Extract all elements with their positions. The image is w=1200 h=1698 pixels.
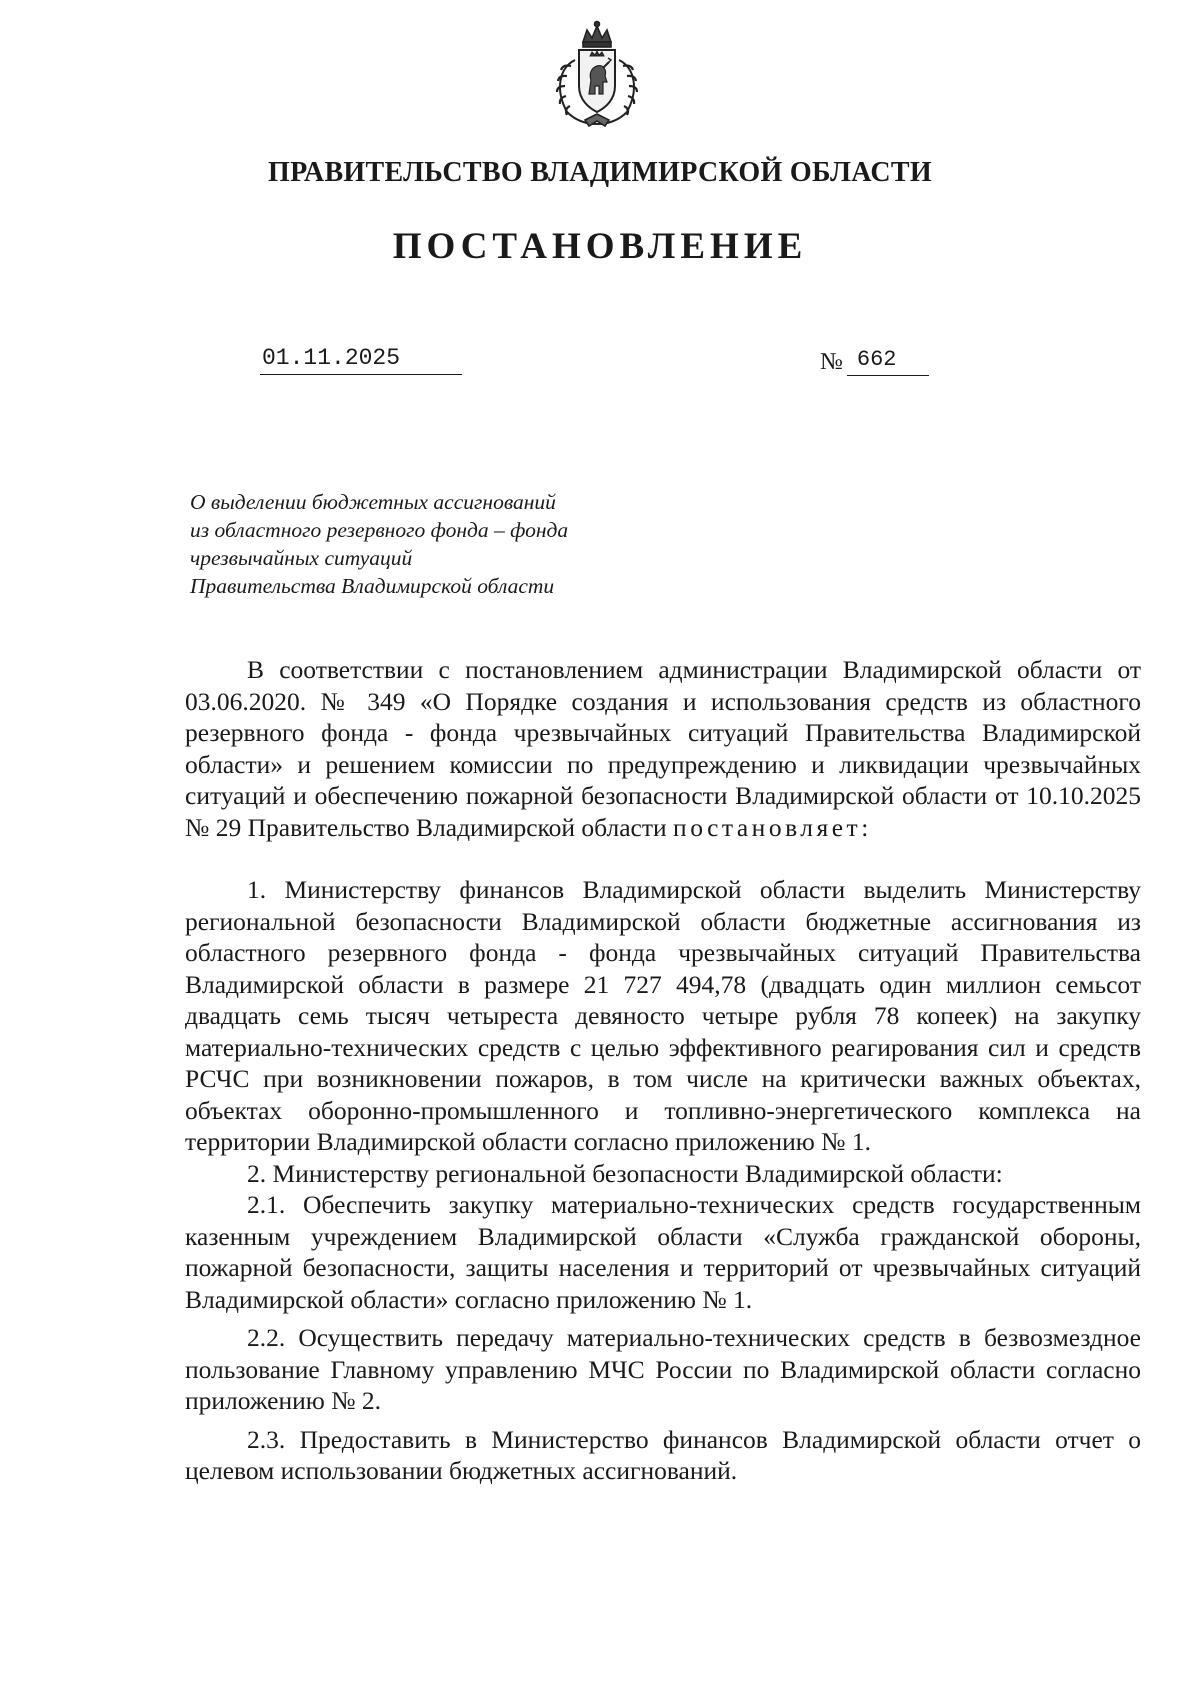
paragraph-1: 1. Министерству финансов Владимирской области выделить Министерству региональной безопасности Владимирской области бюджетные ассигнования из областного резервного фонда - фонда чрезвычайных ситуаций Правительства Владимирской области в размере 21 727 494,78 (двадцать один миллион семьсот двадцать семь тысяч четыреста девяносто четыре рубля 78 копеек) на закупку материально-технических средств с целью эффективного реагирования сил и средств РСЧС при возникновении пожаров, в том числе на критически важных объектах, объектах оборонно-промышленного и топливно-энергетического комплекса на территории Владимирской области согласно приложению № 1.	[185, 875, 1141, 1156]
paragraph-2-2: 2.2. Осуществить передачу материально-технических средств в безвозмездное пользование Главному управлению МЧС России по Владимирской области согласно приложению № 2.	[185, 1323, 1141, 1415]
document-type-title: ПОСТАНОВЛЕНИЕ	[392, 226, 808, 267]
preamble-colon: :	[861, 812, 869, 842]
preamble-paragraph	[185, 654, 1141, 843]
preamble-verb: постановляет	[673, 812, 862, 842]
subject-line: Правительства Владимирской области	[190, 574, 555, 598]
preamble-text: В соответствии с постановлением администрации Владимирской области от 03.06.2020. № 349 «О Порядке создания и использования средств из областного резервного фонда - фонда чрезвычайных ситуаций Правительства Владимирской области» и решением комиссии по предупреждению и ликвидации чрезвычайных ситуаций и обеспечению пожарной безопасности Владимирской области от 10.10.2025 № 29 Правительство Владимирской	[185, 655, 1141, 842]
subject-line: О выделении бюджетных ассигнований	[190, 490, 556, 514]
government-title: ПРАВИТЕЛЬСТВО ВЛАДИМИРСКОЙ ОБЛАСТИ	[268, 157, 932, 188]
number-sign: №	[820, 349, 843, 375]
paragraph-2: 2. Министерству региональной безопасности Владимирской области:	[247, 1158, 1003, 1188]
preamble-end: области	[581, 812, 667, 842]
document-number-block	[820, 345, 929, 376]
document-number: 662	[847, 347, 929, 376]
vladimir-region-coat-of-arms-icon	[545, 20, 649, 128]
paragraph-2-1: 2.1. Обеспечить закупку материально-технических средств государственным казенным учреждением Владимирской области «Служба гражданской обороны, пожарной безопасности, защиты населения и территорий от чрезвычайных ситуаций Владимирской области» согласно приложению № 1.	[185, 1190, 1141, 1314]
document-body	[185, 654, 1141, 1487]
paragraph-2-3: 2.3. Предоставить в Министерство финансов Владимирской области отчет о целевом использовании бюджетных ассигнований.	[185, 1424, 1141, 1485]
subject-line: чрезвычайных ситуаций	[190, 546, 413, 570]
document-date: 01.11.2025	[260, 345, 462, 375]
subject-line: из областного резервного фонда – фонда	[190, 518, 569, 542]
document-subject	[190, 488, 750, 600]
